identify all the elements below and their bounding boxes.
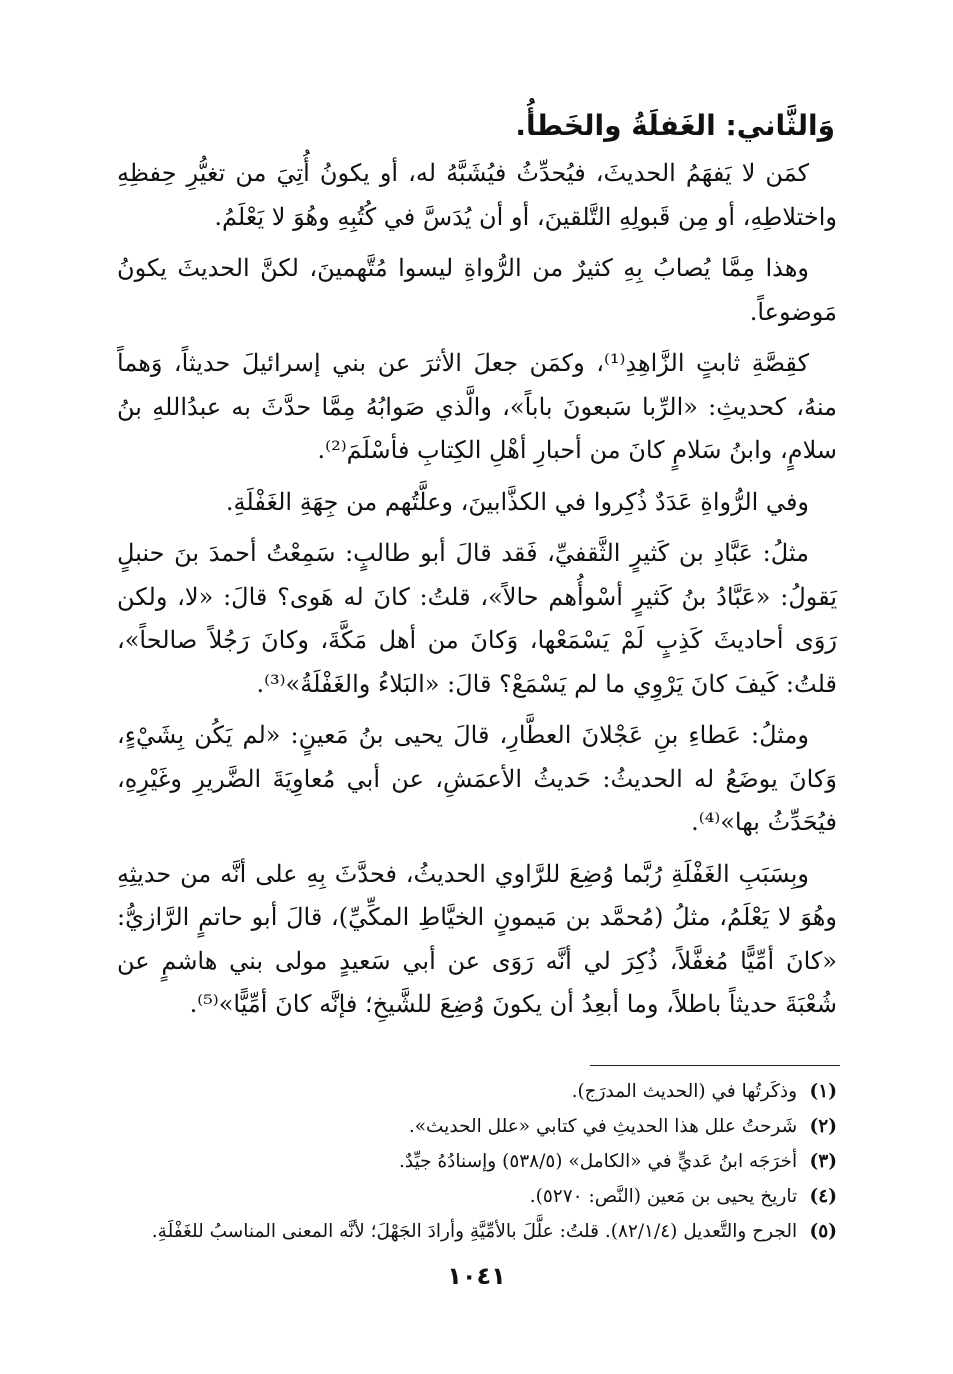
footnote-text: شَرحتُ علل هذا الحديثِ في كتابي «علل الحديث». bbox=[408, 1116, 798, 1137]
page-number: ١٠٤١ bbox=[447, 1262, 506, 1290]
paragraph: وهذا مِمَّا يُصابُ بِهِ كثيرٌ من الرُّواةِ ليسوا مُتَّهمينَ، لكنَّ الحديثَ يكونُ مَوضوعاً. bbox=[117, 254, 837, 326]
paragraph: ومثلُ: عَطاءِ بنِ عَجْلانَ العطَّارِ، قالَ يحيى بنُ مَعينٍ: «لم يَكُن بِشَيْءٍ، وَكانَ يوضَعُ له الحديثُ: حَديثُ الأعمَشِ، عن أبي مُعاوِيَةَ الضَّريرِ وغَيْرِهِ، فيُحَدِّثُ بها»⁽⁴⁾. bbox=[117, 721, 837, 836]
footnote bbox=[117, 1179, 837, 1214]
footnote-number: (١) bbox=[809, 1081, 837, 1102]
footnotes bbox=[117, 1074, 837, 1249]
footnote-divider bbox=[590, 1065, 840, 1066]
footnote bbox=[117, 1144, 837, 1179]
footnote-text: وذكَرتُها في (الحديث المدرَج). bbox=[571, 1081, 798, 1102]
paragraph: وبِسَبَبِ الغَفْلَةِ رُبَّما وُضِعَ للرَّاوي الحديثُ، فحدَّثَ بِهِ على أنَّه من حديثِهِ وهُوَ لا يَعْلَمُ، مثلُ (مُحمَّد بن مَيمونٍ الخيَّاطِ المكِّيِّ)، قالَ أبو حاتمٍ الرَّازيُّ: «كانَ أمِّيًّا مُغفَّلاً، ذُكِرَ لي أنَّه رَوَى عن أبي سَعيدٍ مولى بني هاشمٍ عن شُعْبَةَ حديثاً باطلاً، وما أبعِدُ أن يكونَ وُضِعَ للشَّيخِ؛ فإنَّه كانَ أمِّيًّا»⁽⁵⁾. bbox=[117, 859, 837, 1018]
footnote-number: (٥) bbox=[809, 1221, 837, 1242]
footnote bbox=[117, 1074, 837, 1109]
paragraph: وفي الرُّواةِ عَدَدٌ ذُكِروا في الكذَّابينَ، وعلَّتُهم من جِهَةِ الغَفْلَةِ. bbox=[225, 487, 809, 516]
section-heading: وَالثَّاني: الغَفلَةُ والخَطأُ. bbox=[515, 109, 835, 142]
paragraph: مثلُ: عَبَّادِ بن كَثيرٍ الثَّقفيِّ، فَقد قالَ أبو طالبٍ: سَمِعْتُ أحمدَ بنَ حنبلٍ يَقولُ: «عَبَّادُ بنُ كَثيرٍ أسْوأُهم حالاً»، قلتُ: كانَ له هَوى؟ قالَ: «لا، ولكن رَوَى أحاديثَ كَذِبٍ لَمْ يَسْمَعْها، وَكانَ من أهل مَكَّةَ، وكانَ رَجُلاً صالحاً»، قلتُ: كَيفَ كانَ يَرْوِي ما لم يَسْمَعْ؟ قالَ: «البَلاءُ والغَفْلَةُ»⁽³⁾. bbox=[117, 539, 838, 698]
footnote-number: (٤) bbox=[809, 1186, 837, 1207]
body-text bbox=[117, 152, 837, 1035]
footnote-text: أخرَجَه ابنُ عَديٍّ في «الكامل» (٥٣٨/٥) وإسنادُهُ جيِّدٌ. bbox=[398, 1151, 798, 1172]
footnote-number: (٢) bbox=[809, 1116, 837, 1137]
footnote-text: تاريخ يحيى بن مَعين (النَّص: ٥٢٧٠). bbox=[529, 1186, 798, 1207]
paragraph: كمَن لا يَفهَمُ الحديثَ، فيُحدِّثُ فيُشَبَّهُ له، أو يكونُ أُتِيَ من تغيُّرِ حِفظِهِ واختلاطِهِ، أو مِن قَبولِهِ التَّلقينَ، أو أن يُدَسَّ في كُتُبِهِ وهُوَ لا يَعْلَمُ. bbox=[117, 159, 837, 231]
footnote bbox=[117, 1109, 837, 1144]
footnote-number: (٣) bbox=[809, 1151, 837, 1172]
footnote-text: الجرح والتَّعديل (٨٢/١/٤). قلتُ: علَّلَ بالأمِّيَّةِ وأرادَ الجَهْلَ؛ لأنَّه المعنى المناسبُ للغَفْلَةِ. bbox=[151, 1221, 798, 1242]
paragraph: كقِصَّةِ ثابتٍ الزَّاهِدِ⁽¹⁾، وكمَن جعلَ الأثرَ عن بني إسرائيلَ حديثاً، وَهماً منهُ، كحديثِ: «الرِّبا سَبعونَ باباً»، والَّذي صَوابُهُ مِمَّا حدَّثَ به عبدُاللهِ بنُ سلامٍ، وابنُ سَلامٍ كانَ من أحبارِ أهْلِ الكِتابِ فأسْلَمَ⁽²⁾. bbox=[117, 349, 837, 464]
footnote bbox=[117, 1214, 837, 1249]
